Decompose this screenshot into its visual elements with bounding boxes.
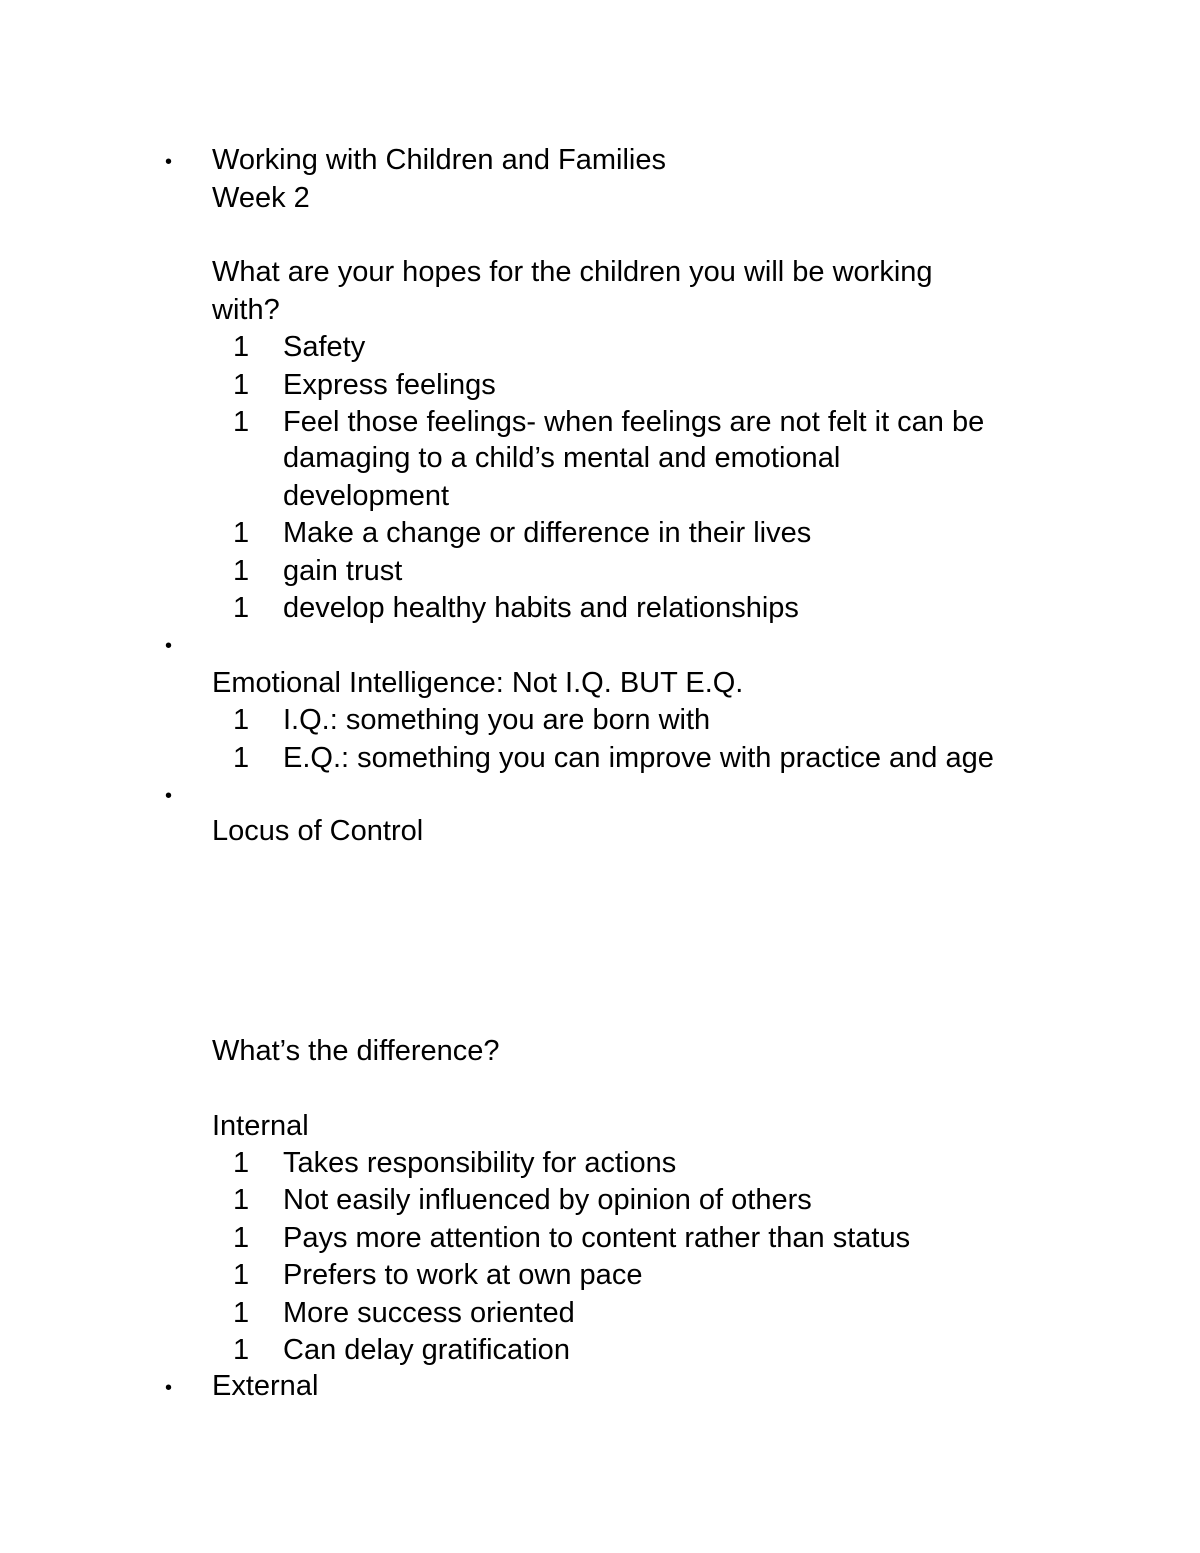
- list-number: 1: [233, 742, 250, 774]
- section-heading: Locus of Control: [212, 815, 424, 847]
- list-number: 1: [233, 1297, 250, 1329]
- list-item: Safety: [283, 331, 366, 363]
- section-heading: Emotional Intelligence: Not I.Q. BUT E.Q.: [212, 667, 744, 699]
- list-item: I.Q.: something you are born with: [283, 704, 711, 736]
- list-item: Feel those feelings- when feelings are not felt it can be: [283, 406, 985, 438]
- list-number: 1: [233, 331, 250, 363]
- list-number: 1: [233, 1259, 250, 1291]
- list-item: develop healthy habits and relationships: [283, 592, 799, 624]
- list-number: 1: [233, 1147, 250, 1179]
- list-number: 1: [233, 592, 250, 624]
- list-number: 1: [233, 517, 250, 549]
- list-item: Express feelings: [283, 369, 496, 401]
- bullet-marker: •: [165, 1377, 173, 1399]
- list-number: 1: [233, 406, 250, 438]
- list-item: Prefers to work at own pace: [283, 1259, 643, 1291]
- list-item-continuation: development: [283, 480, 450, 512]
- bullet-marker: •: [165, 635, 173, 657]
- list-item: gain trust: [283, 555, 403, 587]
- subsection-label: Internal: [212, 1110, 309, 1142]
- bullet-marker: •: [165, 151, 173, 173]
- list-item-continuation: damaging to a child’s mental and emotional: [283, 442, 841, 474]
- list-item: E.Q.: something you can improve with practice and age: [283, 742, 994, 774]
- bullet-marker: •: [165, 785, 173, 807]
- list-number: 1: [233, 1334, 250, 1366]
- list-item: Make a change or difference in their lives: [283, 517, 812, 549]
- subsection-label: External: [212, 1370, 319, 1402]
- question-line: with?: [212, 294, 280, 326]
- list-item: Can delay gratification: [283, 1334, 570, 1366]
- week-label: Week 2: [212, 182, 310, 214]
- list-number: 1: [233, 1222, 250, 1254]
- document-title: Working with Children and Families: [212, 144, 666, 176]
- list-number: 1: [233, 369, 250, 401]
- list-item: More success oriented: [283, 1297, 575, 1329]
- list-number: 1: [233, 704, 250, 736]
- list-item: Pays more attention to content rather than status: [283, 1222, 911, 1254]
- list-number: 1: [233, 555, 250, 587]
- list-item: Takes responsibility for actions: [283, 1147, 677, 1179]
- question-line: What’s the difference?: [212, 1035, 500, 1067]
- list-number: 1: [233, 1184, 250, 1216]
- question-line: What are your hopes for the children you will be working: [212, 256, 933, 288]
- list-item: Not easily influenced by opinion of others: [283, 1184, 812, 1216]
